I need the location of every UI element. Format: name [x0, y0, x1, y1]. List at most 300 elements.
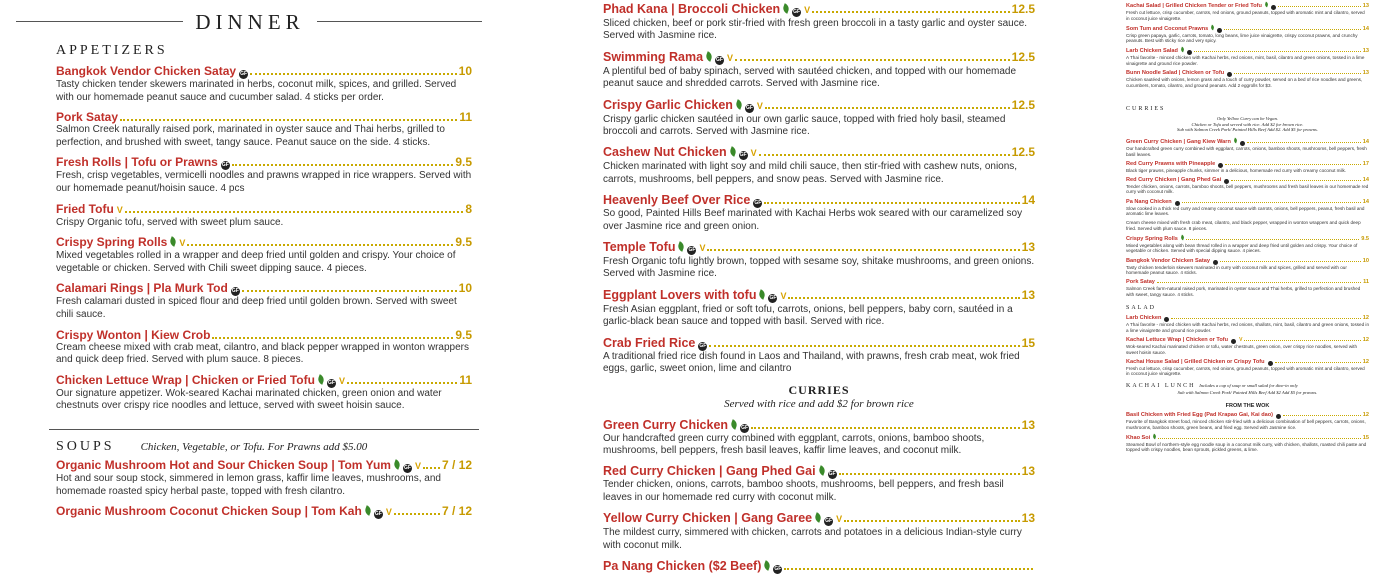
menu-item-description: So good, Painted Hills Beef marinated with Kachai Herbs wok seared with our caramelized soy over Jasmine rice and green onion.	[603, 208, 1023, 232]
menu-item-price: 12.5	[1011, 49, 1035, 64]
menu-item-name: Som Tum and Coconut Prawns	[1126, 25, 1209, 32]
menu-item-name-row	[603, 98, 1035, 114]
menu-item-name-row	[603, 145, 1035, 161]
menu-item-name: Kachai Salad | Grilled Chicken Tender or Fried Tofu	[1126, 3, 1262, 9]
menu-item-description: Fresh calamari dusted in spiced flour and deep fried until golden brown. Served with sweet chili sauce.	[56, 296, 457, 320]
menu-item-name-row	[603, 464, 1035, 479]
menu-item-name-row	[603, 336, 1035, 351]
soups-list	[56, 458, 472, 519]
gluten-free-icon: GF	[739, 152, 747, 159]
menu-item-price: 13	[1362, 3, 1369, 9]
salad-list	[1126, 315, 1369, 377]
menu-item-name: Fried Tofu	[56, 201, 114, 216]
dot-leader	[1220, 261, 1361, 262]
menu-item-price: 15	[1362, 434, 1369, 441]
soups-title: SOUPS	[56, 438, 115, 454]
vegetarian-icon: V	[756, 100, 763, 111]
menu-item-price: 13	[1021, 464, 1035, 479]
dot-leader	[1247, 142, 1361, 143]
menu-item-name: Phad Kana | Broccoli Chicken	[603, 2, 781, 16]
menu-item-price: 9.5	[455, 155, 472, 170]
menu-item-description: Fresh cut lettuce, crisp cucumber, carrots, red onions, ground peanuts, topped with aromatic mint and cilantro, served in coconut juice vinaigrette.	[1126, 365, 1365, 377]
gluten-free-icon: GF	[374, 511, 382, 518]
menu-item-description: Cream cheese mixed with fresh crab meat, cilantro, and black pepper, wrapped in wonton wrappers and quick deep fried. Served with plum sauce. 8 pieces.	[1126, 220, 1361, 231]
menu-item	[1126, 412, 1369, 430]
dot-leader	[125, 211, 464, 213]
curries-subheading: Served with rice and add $2 for brown rice	[724, 397, 914, 410]
menu-item	[603, 145, 1035, 186]
dot-leader	[1224, 29, 1361, 30]
menu-item-price: 8	[465, 201, 472, 216]
menu-item	[56, 110, 472, 149]
menu-item	[1126, 315, 1369, 333]
menu-item-name-row	[56, 155, 472, 170]
menu-item-name: Yellow Curry Chicken | Gang Garee	[603, 511, 813, 526]
menu-item-name-row	[1126, 279, 1369, 286]
menu-item	[56, 235, 472, 275]
leaf-icon	[705, 51, 714, 62]
vegetarian-icon: V	[727, 52, 734, 63]
menu-item	[1126, 235, 1369, 254]
menu-item-name: Bangkok Vendor Chicken Satay	[56, 64, 237, 78]
dot-leader	[784, 568, 1033, 570]
dot-leader	[250, 73, 457, 75]
menu-item-price: 13	[1021, 511, 1035, 526]
menu-item-description: Slow cooked in a thick red curry and creamy coconut sauce with carrots, onions, bell peppers, peanut, fresh basil and aromatic lime leaves.	[1126, 205, 1365, 217]
menu-item	[56, 458, 472, 498]
menu-item	[603, 98, 1035, 139]
leaf-icon	[393, 459, 402, 470]
menu-item	[1126, 434, 1369, 453]
menu-item-name: Heavenly Beef Over Rice	[603, 193, 751, 208]
vegetarian-icon: V	[804, 5, 811, 15]
menu-item-name: Kachai Lettuce Wrap | Chicken or Tofu	[1126, 337, 1229, 344]
menu-item-price: 14	[1362, 176, 1369, 183]
menu-item-price: 12	[1362, 358, 1369, 365]
dot-leader	[759, 154, 1010, 156]
dot-leader	[1171, 318, 1360, 319]
menu-item-name-row	[56, 373, 472, 388]
menu-item-description: Salmon Creek naturally raised pork, marinated in oyster sauce and Thai herbs, grilled to perfection, and brushed with sweet, tangy sauce. Peanut sauce on the side. 4 sticks.	[56, 124, 445, 148]
gluten-free-icon: GF	[754, 200, 762, 207]
leaf-icon	[1152, 433, 1157, 439]
menu-item-name-row	[1126, 199, 1369, 206]
dot-leader	[1283, 415, 1361, 416]
leaf-icon	[814, 512, 823, 523]
menu-item-price: 12	[1362, 412, 1369, 418]
curries-note-3: Sub with Salmon Creek Pork/ Painted Hills Beef Add $2. Add $5 for prawns.	[1177, 127, 1318, 133]
lunch-note: Includes a cup of soup or small salad for dine-in only	[1199, 383, 1298, 388]
menu-item	[603, 2, 1035, 43]
dot-leader	[709, 345, 1019, 347]
menu-item-name-row	[56, 110, 472, 124]
soups-heading	[56, 439, 472, 455]
vegetarian-icon: V	[750, 148, 757, 159]
menu-item-description: Fresh Organic tofu lightly brown, topped with sesame soy, shitake mushrooms, and green onions. Served with Jasmine rice.	[603, 256, 1035, 280]
menu-item	[1126, 47, 1369, 66]
menu-item-description: Hot and sour soup stock, simmered in lemon grass, kaffir lime leaves, mushrooms, and homemade roasted spicy herbal paste, topped with fresh cilantro.	[56, 472, 441, 497]
menu-item-description: Sliced chicken, beef or pork stir-fried with fresh green broccoli in a tasty garlic and oyster sauce. Served with Jasmine rice.	[603, 18, 1028, 42]
menu-item-price: 14	[1362, 198, 1369, 205]
menu-item-price: 12	[1362, 337, 1369, 344]
menu-item-price: 12.5	[1011, 97, 1035, 112]
dot-leader	[232, 164, 453, 166]
menu-item-description: The mildest curry, simmered with chicken, carrots and potatoes in a delicious Indian-style curry with coconut milk.	[603, 527, 1022, 551]
dot-leader	[788, 297, 1019, 299]
leaf-icon	[317, 374, 326, 385]
salads-top-list	[1126, 2, 1369, 88]
menu-item-name-row	[56, 202, 472, 217]
menu-item-description: Our handcrafted green curry combined with eggplant, carrots, onions, bamboo shoots, mushrooms, bell peppers, fresh basil leaves.	[1126, 146, 1367, 157]
menu-item-description: Our handcrafted green curry combined with eggplant, carrots, onions, bamboo shoots, mushrooms, bell peppers, fresh basil leaves, kaffir lime leaves, and coconut milk.	[603, 432, 985, 456]
section-divider	[49, 429, 479, 430]
menu-item-description: Black tiger prawns, pineapple chunks, simmer in a delicious, homemade red curry with creamy coconut milk.	[1126, 167, 1347, 173]
leaf-icon	[817, 466, 826, 477]
menu-item-name: Pork Satay	[56, 110, 119, 125]
menu-item-name: Swimming Rama	[603, 49, 704, 64]
menu-item-name-row	[1126, 235, 1369, 243]
lunch-list	[1126, 412, 1369, 453]
menu-item-name-row	[1126, 138, 1369, 146]
menu-item-description: A plentiful bed of baby spinach, served with sautéed chicken, and topped with our homemade peanut sauce and shredded carrots. Served with Jasmine rice.	[603, 65, 1017, 90]
gluten-free-icon: GF	[240, 71, 248, 77]
vegetarian-icon: V	[338, 375, 345, 386]
menu-item-price: 13	[1021, 417, 1035, 432]
menu-item	[603, 240, 1035, 281]
menu-item	[1126, 2, 1369, 21]
soups-subheading: Chicken, Vegetable, or Tofu. For Prawns add $5.00	[140, 440, 368, 453]
menu-item-price: 10	[1362, 257, 1369, 264]
appetizers-list	[56, 64, 472, 413]
menu-item-name: Bunn Noodle Salad | Chicken or Tofu	[1126, 70, 1225, 77]
menu-item-price: 10	[458, 281, 472, 296]
menu-item-price: 7 / 12	[441, 504, 472, 519]
menu-item-name: Crispy Spring Rolls	[56, 235, 168, 250]
dot-leader	[1278, 6, 1361, 7]
menu-item-description: Crispy Organic tofu, served with sweet plum sauce.	[56, 216, 284, 228]
vegetarian-icon: V	[780, 290, 787, 301]
gluten-free-icon: GF	[688, 247, 696, 254]
menu-item-name-row	[1126, 315, 1369, 322]
curries-header	[603, 383, 1035, 410]
menu-item-name-row	[1126, 2, 1369, 10]
menu-item-description: Mixed vegetables along with bean thread rolled in a wrapper and deep fried until golden and crispy. Your choice of vegetable or chicken. Served with special dipping sauce. 4 pieces.	[1126, 242, 1358, 254]
menu-item	[1126, 258, 1369, 276]
leaf-icon	[758, 289, 767, 300]
gluten-free-icon: GF	[699, 342, 707, 349]
menu-item-name: Crispy Wonton | Kiew Crob	[56, 327, 211, 342]
menu-item-name: Larb Chicken	[1126, 315, 1162, 322]
wok-heading: FROM THE WOK	[1225, 403, 1270, 409]
menu-item-name: Green Curry Chicken	[603, 417, 729, 432]
menu-item	[56, 504, 472, 519]
menu-item-description: Tender chicken, onions, carrots, bamboo shoots, bell peppers, mushrooms and fresh basil leaves in our homemade red curry with coconut milk.	[1126, 183, 1369, 195]
menu-item-name-row	[1126, 25, 1369, 33]
middle-column	[603, 0, 1035, 573]
dot-leader	[1231, 180, 1361, 181]
menu-item-description: Crisp green papaya, garlic, carrots, tomato, long beans, lime juice vinaigrette, crispy coconut prawns, and crunchy peanuts. Best with sticky rice and very spicy.	[1126, 32, 1358, 44]
menu-item-price: 9.5	[455, 235, 472, 250]
dot-leader	[187, 244, 453, 246]
dot-leader	[1225, 164, 1361, 165]
curries-list	[603, 418, 1035, 574]
menu-item	[1126, 138, 1369, 157]
menu-item-name: Bangkok Vendor Chicken Satay	[1126, 257, 1210, 264]
menu-item-description: Chicken marinated with light soy and mild chili sauce, then stir-fried with cashew nuts, onions, carrots, mushrooms, bell peppers, and snow peas. Served with Jasmine rice.	[603, 161, 1018, 185]
menu-item-name-row	[1126, 177, 1369, 184]
dot-leader	[707, 249, 1019, 251]
lunch-header	[1126, 383, 1369, 397]
menu-item-price: 17	[1362, 160, 1369, 167]
dot-leader	[735, 59, 1010, 61]
menu-item-name-row	[56, 235, 472, 250]
menu-item-price: 15	[1021, 335, 1035, 350]
leaf-icon	[730, 419, 739, 430]
dot-leader	[1186, 239, 1359, 240]
menu-item	[56, 281, 472, 321]
menu-item-description: Tender chicken, onions, carrots, bamboo shoots, mushrooms, bell peppers, and fresh basil leaves in our homemade red curry with coconut milk.	[603, 479, 1004, 503]
menu-item-name-row	[1126, 47, 1369, 55]
menu-item-name-row	[603, 288, 1035, 304]
menu-item-name: Cashew Nut Chicken	[603, 145, 727, 160]
menu-item-description: Fresh Asian eggplant, fried or soft tofu, carrots, onions, bell peppers, baby corn, sautéed in a garlic-black bean sauce and topped with basil. Served with rice.	[603, 303, 1013, 328]
menu-item-name: Pa Nang Chicken ($2 Beef)	[603, 558, 762, 573]
leaf-icon	[1211, 24, 1216, 30]
menu-item-description: A Thai favorite - minced chicken with Kachai herbs, red onions, shallots, mint, basil, cilantro and green onions, tossed in a lime vinaigrette and ground rice powder.	[1126, 322, 1370, 334]
menu-item-name: Calamari Rings | Pla Murk Tod	[56, 281, 228, 296]
menu-item-name-row	[603, 193, 1035, 208]
menu-item-description: Our signature appetizer. Wok-seared Kachai marinated chicken, green onion and water chestnuts over crispy rice noodles and lettuce, served with sweet hoisin sauce.	[56, 387, 442, 412]
lunch-note-2: Sub with Salmon Creek Pork/ Painted Hills Beef Add $2 Add $5 for prawns.	[1177, 390, 1318, 395]
vegetarian-icon: V	[1239, 337, 1243, 344]
dot-leader	[347, 382, 457, 384]
menu-item-description: Tasty chicken tender skewers marinated in herbs, coconut milk, spices, and grilled. Served with our homemade peanut sauce and cucumber salad. 4 sticks per order.	[56, 79, 457, 103]
gluten-free-icon: GF	[403, 464, 411, 471]
menu-item-description: Wok-seared Kachai marinated chicken or tofu, water chestnuts, green onion, over crispy rice noodles, served with sweet hoisin sauce.	[1126, 344, 1357, 355]
menu-item-name: Pork Satay	[1126, 279, 1155, 286]
right-column	[1126, 0, 1369, 500]
menu-item-name-row	[603, 2, 1035, 18]
menu-item	[603, 559, 1035, 574]
menu-item-price: 13	[1021, 287, 1035, 302]
leaf-icon	[363, 505, 372, 516]
dot-leader	[751, 427, 1020, 429]
curries-small-heading: CURRIES	[1126, 106, 1166, 113]
menu-item	[1126, 161, 1369, 174]
menu-item	[1126, 25, 1369, 44]
menu-item-name: Temple Tofu	[603, 240, 676, 255]
dot-leader	[1275, 362, 1361, 363]
menu-item-description: Fresh cut lettuce, crisp cucumber, carrots, red onions, ground peanuts, topped with aromatic mint and cilantro, served in coconut juice vinaigrette.	[1126, 10, 1365, 21]
menu-item-price: 11	[459, 110, 472, 125]
dot-leader	[120, 119, 457, 121]
menu-item	[603, 50, 1035, 91]
menu-item-name-row	[1126, 70, 1369, 77]
menu-item	[56, 328, 472, 367]
curries-small-notes	[1126, 116, 1369, 133]
menu-item	[56, 373, 472, 413]
menu-item-name-row	[1126, 434, 1369, 442]
vegetarian-icon: V	[414, 460, 421, 471]
menu-item-price: 14	[1362, 139, 1369, 146]
menu-item-price: 12.5	[1011, 145, 1035, 160]
gluten-free-icon: GF	[327, 379, 335, 386]
dot-leader	[1158, 438, 1361, 439]
menu-item-name: Larb Chicken Salad	[1126, 48, 1178, 55]
menu-item-name: Green Curry Chicken | Gang Kiew Warn	[1126, 139, 1231, 146]
menu-item	[603, 193, 1035, 233]
menu-item-price: 9.5	[1361, 235, 1369, 242]
gluten-free-icon: GF	[825, 518, 833, 525]
menu-item-price: 11	[1363, 279, 1369, 286]
dot-leader	[765, 107, 1010, 109]
menu-item	[56, 155, 472, 195]
menu-item-name: Chicken Lettuce Wrap | Chicken or Fried Tofu	[56, 372, 315, 387]
menu-item-name: Eggplant Lovers with tofu	[603, 287, 757, 302]
dot-leader	[242, 290, 457, 292]
menu-item-price: 11	[459, 372, 472, 387]
menu-item-price: 9.5	[455, 327, 472, 342]
dot-leader	[1157, 282, 1361, 283]
dot-leader	[1194, 51, 1361, 52]
menu-item-name-row	[603, 50, 1035, 66]
menu-item	[1126, 337, 1369, 355]
menu-item-description: Mixed vegetables rolled in a wrapper and deep fried until golden and crispy. Your choice of vegetable or chicken. Served with Chili sweet dipping sauce. 4 pieces.	[56, 250, 456, 274]
gluten-free-icon: GF	[231, 288, 239, 295]
menu-item-name: Red Curry Chicken | Gang Phed Gai	[603, 464, 816, 479]
menu-item-price: 13	[1362, 48, 1369, 55]
menu-item-name-row	[56, 64, 472, 79]
menu-item-description: Chicken sautéed with onions, lemon grass and a touch of curry powder, served on a bed of rice noodles and greens, cucumbers, tomato, cilantro, and ground peanuts. Add 2 eggrolls for $3.	[1126, 77, 1363, 88]
gluten-free-icon: GF	[774, 565, 782, 572]
menu-item-name: Pa Nang Chicken	[1126, 198, 1172, 205]
page-title: DINNER	[183, 10, 316, 34]
lunch-heading: KACHAI LUNCH	[1126, 383, 1196, 389]
vegetarian-icon: V	[699, 243, 706, 254]
menu-item-description: Tasty chicken tenderloin skewers marinated in curry with coconut milk and spices, grilled and served with our homemade peanut sauce. 4 sticks.	[1126, 264, 1347, 276]
menu-item-name-row	[56, 328, 472, 342]
menu-item-name: Basil Chicken with Fried Egg (Pad Krapao Gai, Kai dao)	[1126, 412, 1274, 418]
curries-note-1: Only Yellow Curry can be Vegan.	[1216, 116, 1279, 122]
gluten-free-icon: GF	[745, 104, 753, 111]
menu-item	[1126, 199, 1369, 217]
menu-item-name-row	[1126, 337, 1369, 344]
leaf-icon	[1180, 235, 1185, 241]
leaf-icon	[763, 560, 772, 571]
menu-item-name-row	[603, 511, 1035, 527]
leaf-icon	[1180, 47, 1185, 53]
menu-item	[1126, 220, 1369, 231]
dot-leader	[1234, 73, 1361, 74]
menu-item-description: Crispy garlic chicken sautéed in our own garlic sauce, topped with fried holy basil, steamed broccoli and carrots. Served with Jasmine rice.	[603, 113, 1006, 138]
menu-item-name: Organic Mushroom Hot and Sour Chicken Soup | Tom Yum	[56, 457, 391, 472]
vegetarian-icon: V	[836, 514, 843, 525]
menu-item-price: 13	[1362, 70, 1369, 77]
menu-item-description: Cream cheese mixed with crab meat, cilantro, and black pepper wrapped in wonton wrappers and quick deep fried. Served with plum sauce. 8 pieces.	[56, 341, 469, 366]
menu-item-description: Favorite of Bangkok street food, minced chicken stir-fried with a delicious combination of bell peppers, carrots, onions, mushrooms, bamboo shoots, green beans, and fried egg. Served with Jasmine rice.	[1126, 419, 1366, 430]
menu-item	[603, 464, 1035, 504]
menu-item	[56, 64, 472, 104]
menu-item-name-row	[1126, 359, 1369, 366]
dot-leader	[423, 467, 440, 469]
dot-leader	[1244, 340, 1360, 341]
gluten-free-icon: GF	[741, 424, 749, 431]
dot-leader	[764, 202, 1019, 204]
menu-item-description: Salmon Creek farm-natural raised pork, marinated in oyster sauce and Thai herbs, grilled to perfection and brushed with sweet, tangy sauce. 4 sticks.	[1126, 286, 1361, 297]
menu-item-price: 7 / 12	[441, 457, 472, 472]
menu-item-name: Crispy Spring Rolls	[1126, 235, 1178, 242]
menu-item-price: 12.5	[1011, 2, 1035, 16]
menu-item-name: Red Curry Chicken | Gang Phed Gai	[1126, 176, 1222, 183]
menu-item-description: A Thai favorite - minced chicken with Kachai herbs, red onions, mint, basil, cilantro and green onions, tossed in a lime vinaigrette and ground rice powder.	[1126, 55, 1365, 66]
gluten-free-icon	[1213, 260, 1218, 265]
gluten-free-icon: GF	[716, 56, 723, 63]
menu-item	[603, 336, 1035, 376]
dot-leader	[212, 337, 453, 339]
menu-item	[1126, 177, 1369, 195]
leaf-icon	[169, 236, 178, 247]
menu-item-price: 13	[1021, 240, 1035, 255]
curries-small-list	[1126, 138, 1369, 297]
menu-item	[1126, 359, 1369, 377]
menu-item	[1126, 70, 1369, 88]
menu-item-name-row	[603, 240, 1035, 256]
menu-item	[603, 511, 1035, 552]
menu-item-price: 12	[1362, 315, 1369, 322]
gluten-free-icon: GF	[221, 162, 229, 169]
dot-leader	[1182, 202, 1361, 203]
menu-item-name: Organic Mushroom Coconut Chicken Soup | Tom Kah	[56, 504, 362, 519]
menu-item-name-row	[1126, 412, 1369, 419]
dot-leader	[812, 11, 1009, 13]
menu-item-price: 14	[1362, 25, 1369, 32]
menu-item	[56, 202, 472, 230]
menu-item-name-row	[56, 281, 472, 296]
menu-item	[603, 288, 1035, 329]
menu-item-name: Crispy Garlic Chicken	[603, 97, 733, 112]
salad-heading: SALAD	[1126, 305, 1157, 312]
leaf-icon	[782, 3, 791, 14]
gluten-free-icon: GF	[769, 294, 777, 301]
dot-leader	[839, 473, 1020, 475]
menu-item-name-row	[1126, 258, 1369, 265]
leaf-icon	[1233, 138, 1238, 144]
menu-item-name: Kachai House Salad | Grilled Chicken or Crispy Tofu	[1126, 358, 1265, 365]
leaf-icon	[677, 241, 686, 252]
menu-item-name-row	[1126, 161, 1369, 168]
menu-item-name-row	[56, 458, 472, 473]
entrees-list	[603, 2, 1035, 376]
menu-item-name-row	[56, 504, 472, 519]
dot-leader	[394, 513, 440, 515]
vegetarian-icon: V	[179, 238, 186, 249]
menu-item	[1126, 279, 1369, 297]
vegetarian-icon: V	[385, 507, 392, 518]
leaf-icon	[735, 99, 744, 110]
appetizers-heading: APPETIZERS	[56, 43, 168, 58]
menu-item-name-row	[603, 418, 1035, 433]
menu-item	[603, 418, 1035, 458]
menu-item-description: A traditional fried rice dish found in Laos and Thailand, with prawns, fresh crab meat, wok fried eggs, garlic, sweet onion, lime and cilantro	[603, 350, 1020, 375]
leaf-icon	[728, 147, 737, 158]
gluten-free-icon	[1217, 28, 1222, 33]
menu-item-name: Crab Fried Rice	[603, 335, 696, 350]
left-column	[0, 0, 500, 519]
gluten-free-icon	[1218, 163, 1223, 168]
leaf-icon	[1264, 2, 1269, 8]
menu-item-description: Steamed Bowl of northern-style egg noodle soup in a coconut milk curry, with chicken, shallots, roasted chili paste and topped with crispy noodles, bean sprouts, pickled greens, & lime.	[1126, 441, 1367, 453]
menu-item-name-row	[603, 559, 1035, 574]
